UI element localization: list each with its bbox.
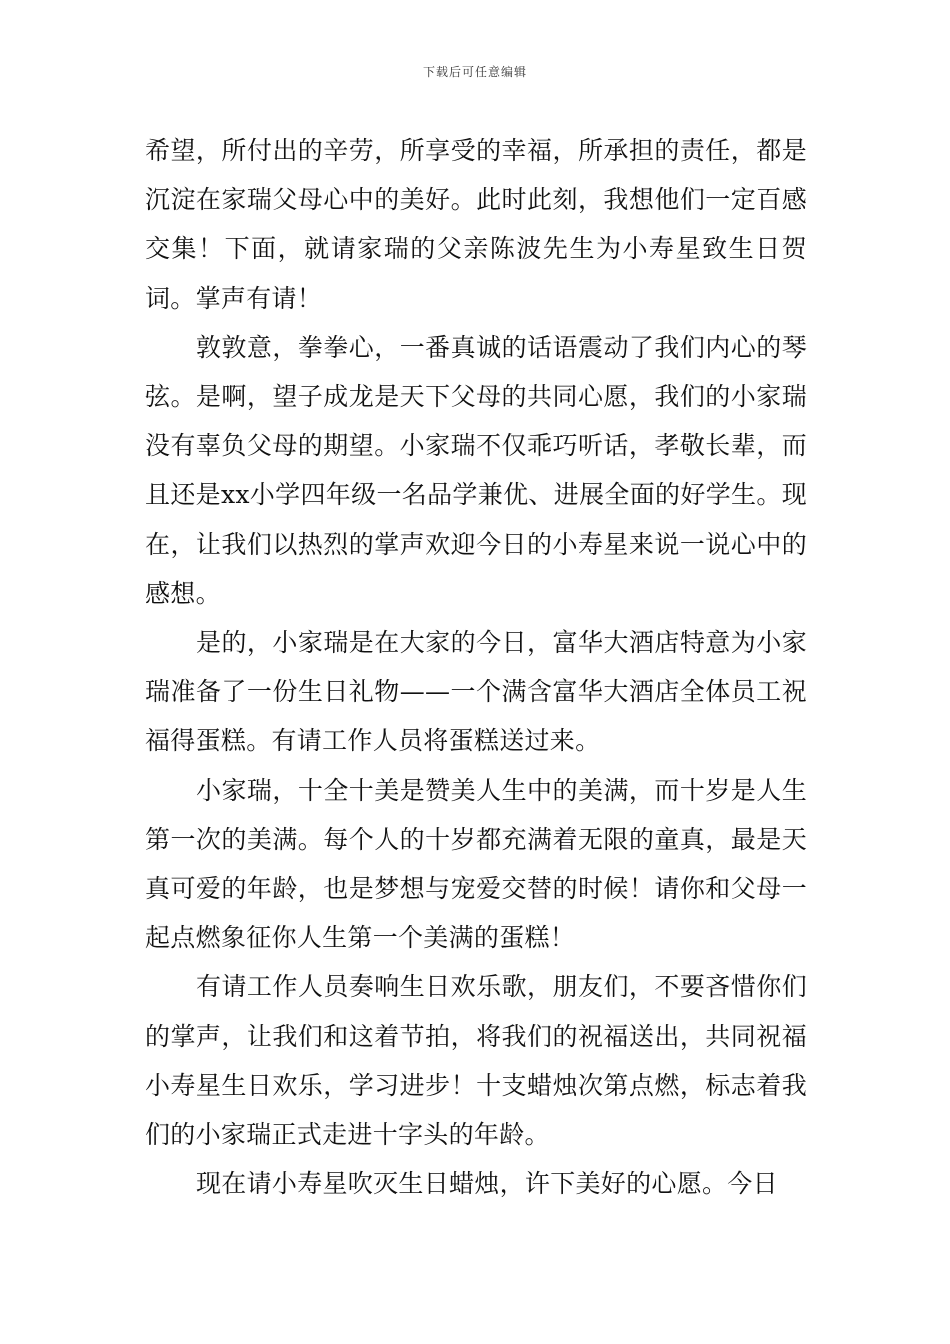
document-body (145, 126, 807, 1208)
paragraph: 现在请小寿星吹灭生日蜡烛，许下美好的心愿。今日 (196, 1169, 778, 1199)
paragraph: 小家瑞，十全十美是赞美人生中的美满，而十岁是人生第一次的美满。每个人的十岁都充满着无限的童真，最是天真可爱的年龄，也是梦想与宠爱交替的时候！请你和父母一起点燃象征你人生第一个美满的蛋糕！ (145, 775, 807, 953)
paragraph: 是的，小家瑞是在大家的今日，富华大酒店特意为小家瑞准备了一份生日礼物——一个满含富华大酒店全体员工祝福得蛋糕。有请工作人员将蛋糕送过来。 (145, 628, 807, 756)
paragraph: 有请工作人员奏响生日欢乐歌，朋友们，不要吝惜你们的掌声，让我们和这着节拍，将我们的祝福送出，共同祝福小寿星生日欢乐，学习进步！十支蜡烛次第点燃，标志着我们的小家瑞正式走进十字头的年龄。 (145, 972, 807, 1150)
page-header: 下载后可任意编辑 (422, 65, 527, 79)
paragraph: 希望，所付出的辛劳，所享受的幸福，所承担的责任，都是沉淀在家瑞父母心中的美好。此时此刻，我想他们一定百感交集！下面，就请家瑞的父亲陈波先生为小寿星致生日贺词。掌声有请！ (145, 136, 807, 313)
paragraph: 敦敦意，拳拳心，一番真诚的话语震动了我们内心的琴弦。是啊，望子成龙是天下父母的共同心愿，我们的小家瑞没有辜负父母的期望。小家瑞不仅乖巧听话，孝敬长辈，而且还是xx小学四年级一名品学兼优、进展全面的好学生。现在，让我们以热烈的掌声欢迎今日的小寿星来说一说心中的感想。 (145, 332, 807, 608)
